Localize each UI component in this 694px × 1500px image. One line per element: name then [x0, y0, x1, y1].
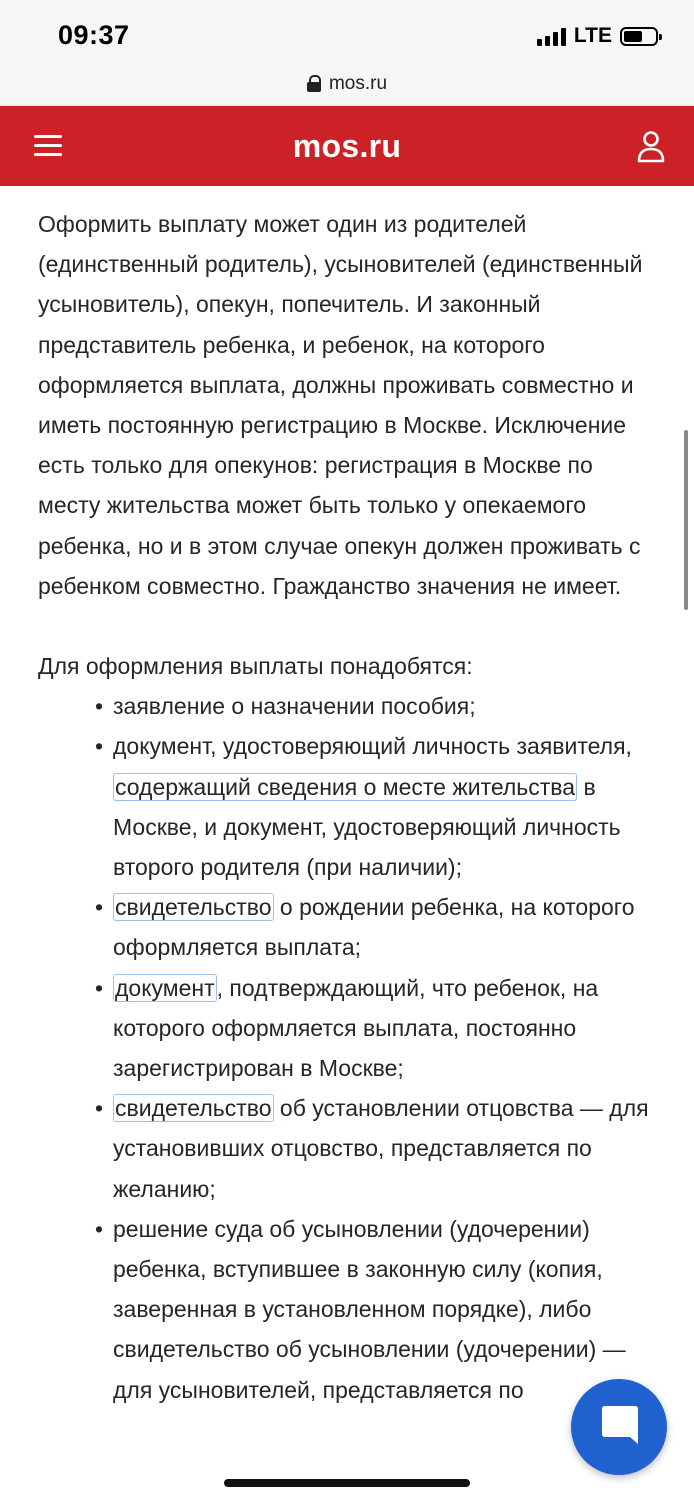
- intro-paragraph: Оформить выплату может один из родителей (единственный родитель), усыновителей (единственный усыновитель), опекун, попечитель. И законный представитель ребенка, и ребенок, на которого оформляется выплата, должны проживать совместно и иметь постоянную регистрацию в Москве. Исключение есть только для опекунов: регистрация в Москве по месту жительства может быть только у опекаемого ребенка, но и в этом случае опекун должен проживать с ребенком совместно. Гражданство значения не имеет.: [38, 211, 643, 599]
- chat-button[interactable]: [571, 1379, 667, 1475]
- residence-info-link[interactable]: содержащий сведения о месте жительства: [115, 773, 576, 800]
- list-item-text: документ, удостоверяющий личность заявителя,: [113, 733, 632, 760]
- list-item: [38, 686, 653, 726]
- status-bar: [0, 0, 694, 62]
- page-scrollbar[interactable]: [684, 430, 688, 610]
- battery-icon: [620, 27, 658, 46]
- list-item-text: в Москве, и документ, удостоверяющий личность второго родителя (при наличии);: [113, 773, 621, 881]
- registration-document-link[interactable]: документ: [115, 974, 215, 1001]
- chat-bubble-icon: [600, 1404, 640, 1448]
- list-item-text: решение суда об усыновлении (удочерении) ребенка, вступившее в законную силу (копия, заверенная в установленном порядке), либо свидетельство об усыновлении (удочерении) — для усыновителей, представляется по: [113, 1215, 626, 1403]
- paternity-certificate-link[interactable]: свидетельство: [115, 1095, 272, 1122]
- lock-icon: [307, 75, 321, 92]
- list-heading: Для оформления выплаты понадобятся:: [38, 653, 473, 680]
- list-item-text: заявление о назначении пособия;: [113, 693, 476, 720]
- list-item-text: об установлении отцовства — для установивших отцовство, представляется по желанию;: [113, 1095, 649, 1202]
- list-item: [38, 887, 653, 967]
- home-indicator: [224, 1479, 470, 1487]
- list-item-text: о рождении ребенка, на которого оформляется выплата;: [113, 894, 635, 961]
- signal-icon: [537, 26, 566, 46]
- list-item: [38, 726, 653, 887]
- site-logo[interactable]: mos.ru: [292, 128, 402, 164]
- birth-certificate-link[interactable]: свидетельство: [115, 894, 272, 921]
- documents-list: [38, 686, 653, 1410]
- list-item: [38, 968, 653, 1089]
- url-text: mos.ru: [328, 72, 388, 94]
- user-icon[interactable]: [636, 130, 666, 164]
- status-time: 09:37: [58, 20, 130, 50]
- list-item: [38, 1088, 653, 1209]
- list-item: [38, 1209, 653, 1410]
- site-header: [0, 106, 694, 186]
- network-type: LTE: [573, 24, 612, 47]
- status-indicators: [537, 24, 658, 48]
- browser-url-bar[interactable]: [0, 62, 694, 106]
- list-item-text: , подтверждающий, что ребенок, на которого оформляется выплата, постоянно зарегистрирован в Москве;: [113, 974, 599, 1082]
- article-content: [38, 204, 653, 1410]
